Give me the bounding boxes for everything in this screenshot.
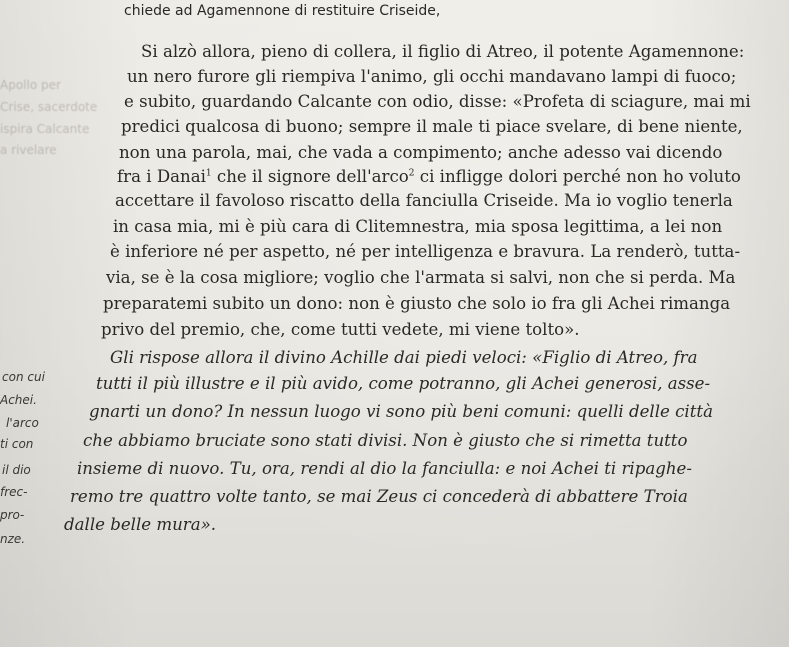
faded-margin-note: Apollo per [0, 78, 61, 92]
text-line: tutti il più illustre e il più avido, come potranno, gli Achei generosi, asse- [96, 374, 711, 393]
faded-margin-note: ispira Calcante [0, 122, 90, 136]
text-line: che abbiamo bruciate sono stati divisi. Non è giusto che si rimetta tutto [83, 431, 688, 450]
margin-note: nze. [0, 532, 26, 546]
text-line: e subito, guardando Calcante con odio, disse: «Profeta di sciagure, mai mi [124, 92, 751, 111]
text-fragment: che il signore dell'arco [211, 167, 409, 186]
text-line: via, se è la cosa migliore; voglio che l'armata si salvi, non che si perda. Ma [106, 268, 736, 287]
footnote-marker[interactable]: 1 [205, 168, 212, 179]
text-line: è inferiore né per aspetto, né per intelligenza e bravura. La renderò, tutta- [110, 242, 741, 261]
text-line: remo tre quattro volte tanto, se mai Zeus ci concederà di abbattere Troia [70, 487, 688, 506]
margin-note: pro- [0, 508, 25, 522]
faded-margin-note: a rivelare [0, 143, 57, 157]
text-line: gnarti un dono? In nessun luogo vi sono più beni comuni: quelli delle città [89, 402, 713, 421]
text-line: Gli rispose allora il divino Achille dai piedi veloci: «Figlio di Atreo, fra [110, 348, 698, 367]
margin-note: frec- [0, 485, 28, 499]
text-line: insieme di nuovo. Tu, ora, rendi al dio la fanciulla: e noi Achei ti ripaghe- [77, 459, 692, 478]
text-line: privo del premio, che, come tutti vedete, mi viene tolto». [101, 320, 580, 339]
text-fragment: ci infligge dolori perché non ho voluto [419, 167, 741, 186]
text-line: preparatemi subito un dono: non è giusto che solo io fra gli Achei rimanga [103, 294, 731, 313]
text-line: un nero furore gli riempiva l'animo, gli occhi mandavano lampi di fuoco; [127, 67, 737, 86]
margin-note: ti con [0, 437, 34, 451]
text-fragment: fra i Danai [117, 167, 206, 186]
text-line: Si alzò allora, pieno di collera, il figlio di Atreo, il potente Agamennone: [141, 42, 745, 61]
margin-note: Achei. [0, 393, 37, 407]
text-line: accettare il favoloso riscatto della fanciulla Criseide. Ma io voglio tenerla [115, 191, 733, 210]
footnote-marker[interactable]: 2 [408, 168, 415, 179]
text-line: dalle belle mura». [64, 515, 217, 534]
header-fragment: chiede ad Agamennone di restituire Criseide, [124, 3, 441, 19]
text-line-footnoted [117, 169, 741, 186]
margin-note: l'arco [6, 416, 39, 430]
margin-note: il dio [2, 463, 31, 477]
text-line: in casa mia, mi è più cara di Clitemnestra, mia sposa legittima, a lei non [113, 217, 723, 236]
margin-note: con cui [2, 370, 45, 384]
faded-margin-note: Crise, sacerdote [0, 100, 98, 114]
text-line: predici qualcosa di buono; sempre il male ti piace svelare, di bene niente, [121, 117, 743, 136]
text-line: non una parola, mai, che vada a compimento; anche adesso vai dicendo [119, 143, 723, 162]
